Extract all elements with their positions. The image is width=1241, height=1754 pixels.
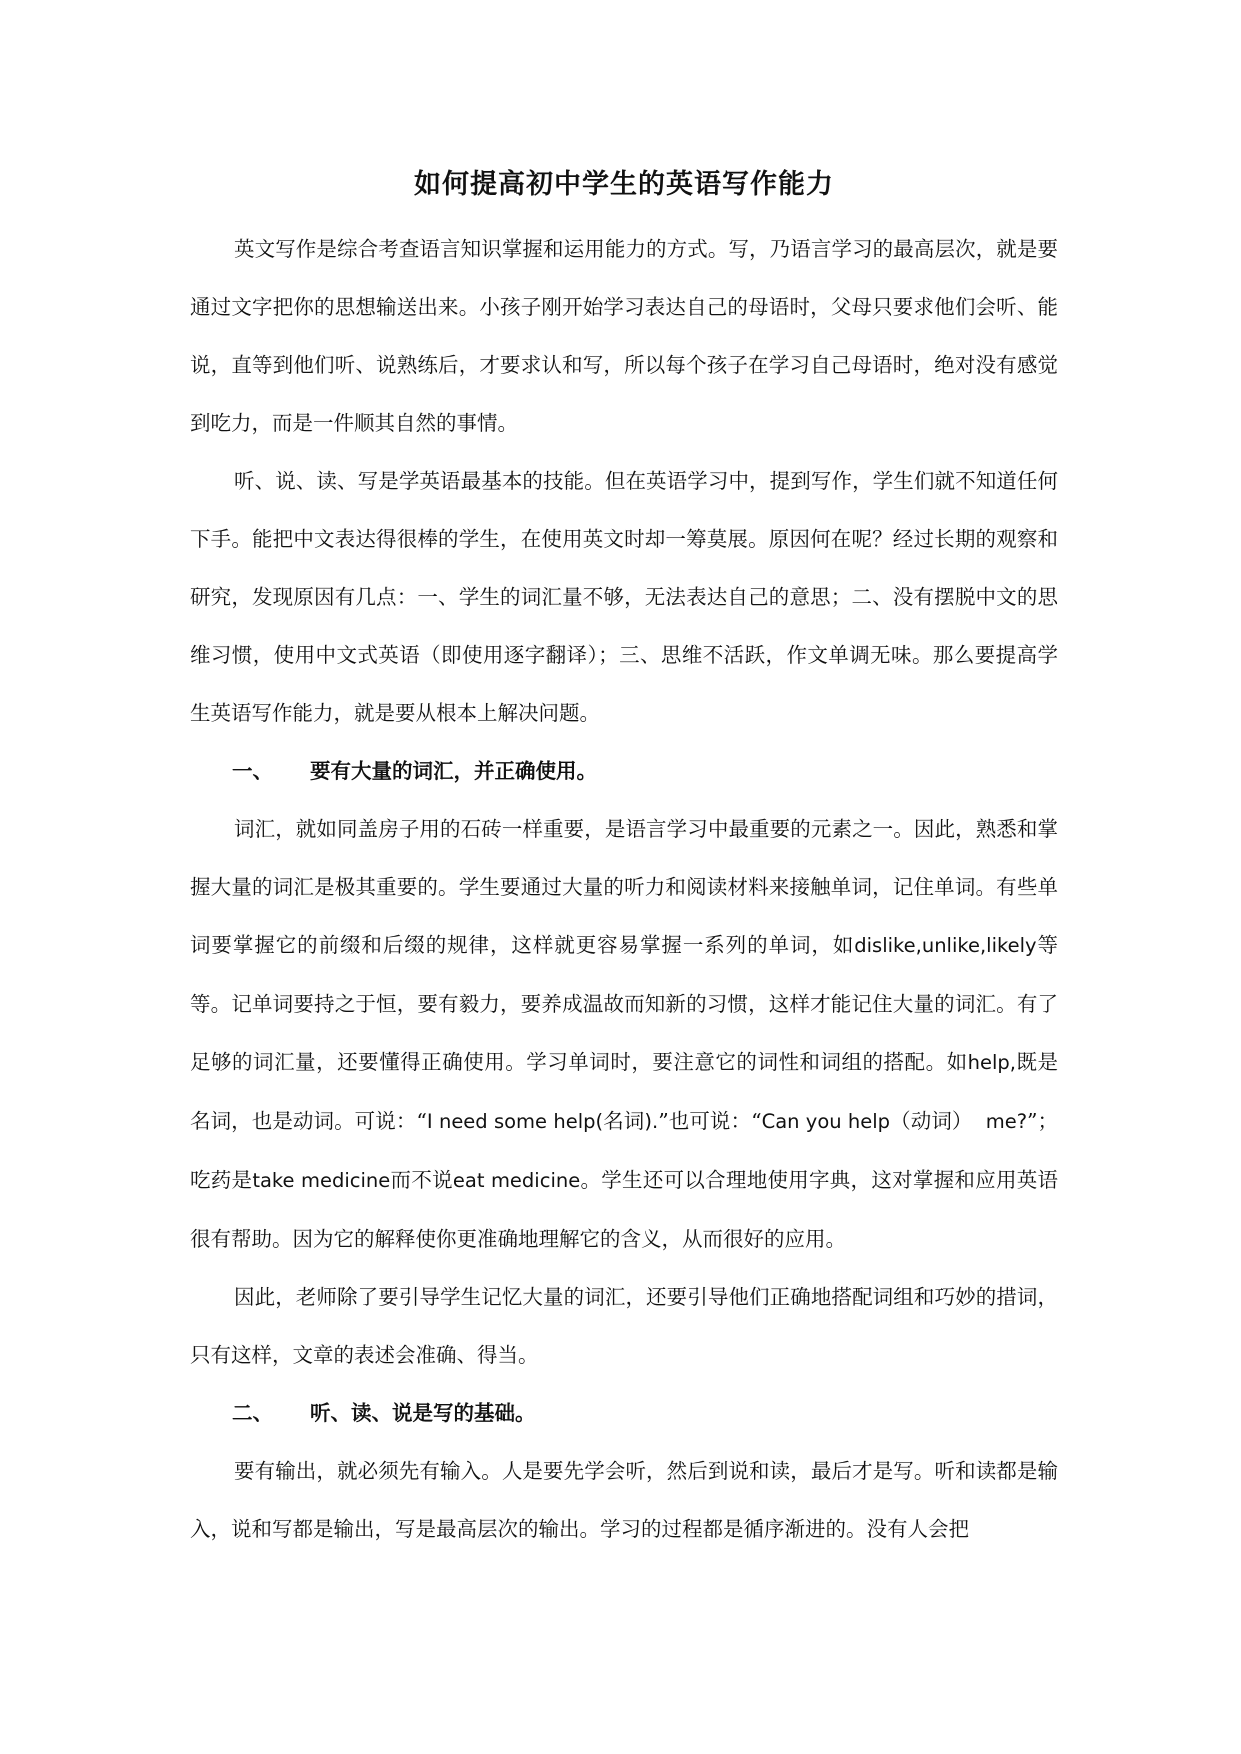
section-number-2: 二、: [232, 1401, 273, 1425]
english-example: dislike,unlike,likely: [854, 934, 1037, 957]
paragraph-intro: 英文写作是综合考查语言知识掌握和运用能力的方式。写，乃语言学习的最高层次，就是要通过文字把你的思想输送出来。小孩子刚开始学习表达自己的母语时，父母只要求他们会听、能说，直等到他们听、说熟练后，才要求认和写，所以每个孩子在学习自己母语时，绝对没有感觉到吃力，而是一件顺其自然的事情。: [190, 237, 1058, 435]
paragraph-teacher-guidance: 因此，老师除了要引导学生记忆大量的词汇，还要引导他们正确地搭配词组和巧妙的措词，只有这样，文章的表述会准确、得当。: [190, 1285, 1058, 1367]
text-run: （动词）: [890, 1109, 973, 1133]
paragraph-input-output: 要有输出，就必须先有输入。人是要先学会听，然后到说和读，最后才是写。听和读都是输入，说和写都是输出，写是最高层次的输出。学习的过程都是循序渐进的。没有人会把: [190, 1459, 1058, 1541]
section-heading-2: [190, 1384, 1058, 1442]
english-example: Can you help: [761, 1110, 891, 1133]
text-run: ”；吃药是: [190, 1109, 1059, 1192]
text-run: ”也可说：“: [658, 1109, 762, 1133]
english-example: ).: [644, 1110, 659, 1133]
document-title: 如何提高初中学生的英语写作能力: [414, 169, 834, 200]
english-example: eat medicine: [452, 1169, 581, 1192]
text-run: 等等。记单词要持之于恒，要有毅力，要养成温故而知新的习惯，这样才能记住大量的词汇。有了足够的词汇量，还要懂得正确使用。学习单词时，要注意它的词性和词组的搭配。如: [190, 933, 1059, 1074]
text-run: 。学生还可以合理地使用字典，这对掌握和应用英语很有帮助。因为它的解释使你更准确地理解它的含义，从而很好的应用。: [190, 1168, 1059, 1251]
section-title-1: 要有大量的词汇，并正确使用。: [310, 759, 597, 783]
english-example: me?: [985, 1110, 1028, 1133]
text-run: 词汇，就如同盖房子用的石砖一样重要，是语言学习中最重要的元素之一。因此，熟悉和掌握大量的词汇是极其重要的。学生要通过大量的听力和阅读材料来接触单词，记住单词。有些单词要掌握它的前缀和后缀的规律，这样就更容易掌握一系列的单词，如: [190, 817, 1058, 957]
document-page: [190, 150, 1058, 1558]
section-title-2: 听、读、说是写的基础。: [310, 1401, 536, 1425]
paragraph-vocabulary: [190, 800, 1058, 1268]
text-run: 名词: [603, 1109, 645, 1133]
section-heading-1: [190, 742, 1058, 800]
text-run: 既是名词，也是动词。可说：“: [190, 1050, 1059, 1133]
section-number-1: 一、: [232, 759, 273, 783]
text-run: 而不说: [390, 1168, 453, 1192]
english-example: take medicine: [252, 1169, 391, 1192]
english-example: I need some help(: [426, 1110, 604, 1133]
english-example: help,: [967, 1051, 1016, 1074]
paragraph-problems: 听、说、读、写是学英语最基本的技能。但在英语学习中，提到写作，学生们就不知道任何下手。能把中文表达得很棒的学生，在使用英文时却一筹莫展。原因何在呢？经过长期的观察和研究，发现原因有几点：一、学生的词汇量不够，无法表达自己的意思；二、没有摆脱中文的思维习惯，使用中文式英语（即使用逐字翻译）；三、思维不活跃，作文单调无味。那么要提高学生英语写作能力，就是要从根本上解决问题。: [190, 469, 1058, 725]
